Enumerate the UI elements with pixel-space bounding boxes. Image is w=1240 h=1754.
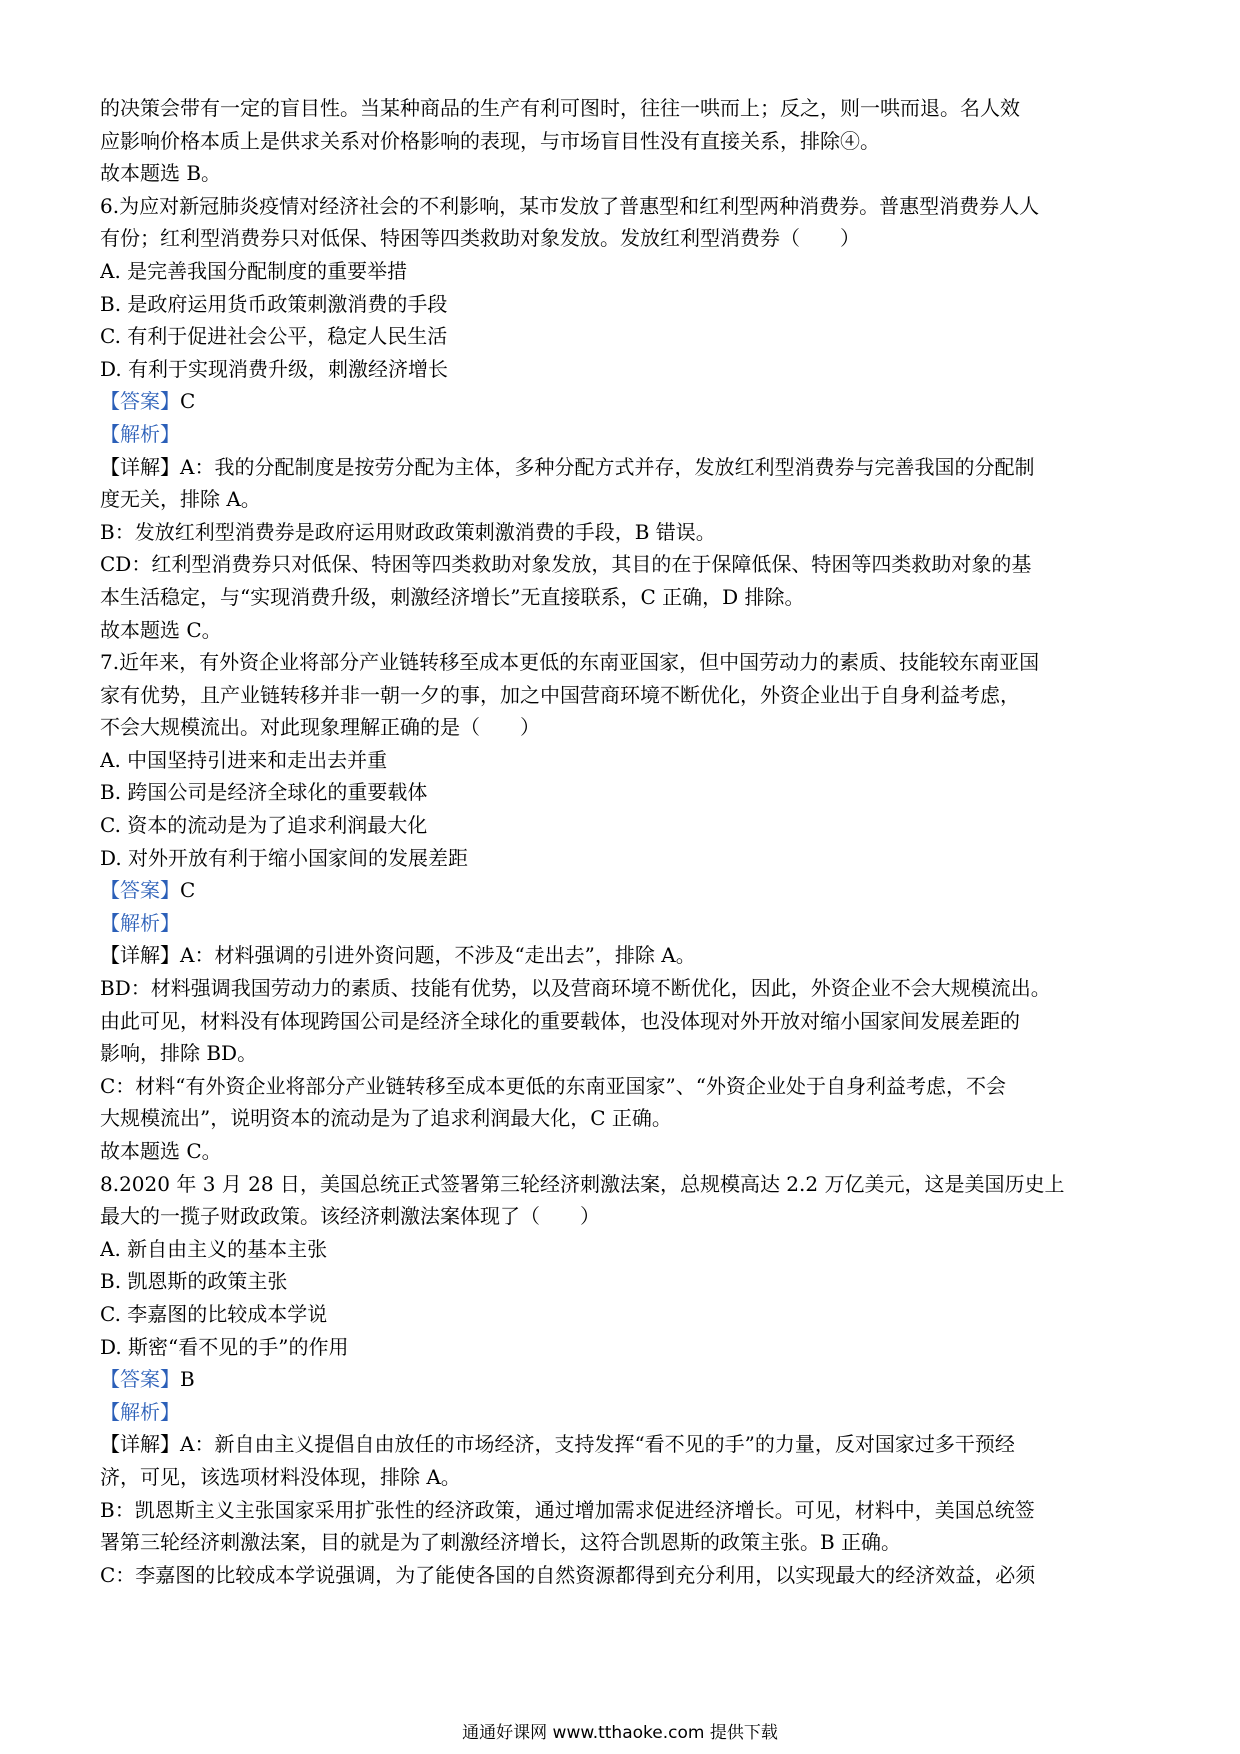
text-line: 度无关，排除 A。 [100,487,261,512]
answer-tag: 【答案】 [100,878,180,903]
detail-tag: 【详解】 [100,454,180,479]
detail-line [100,451,1140,484]
answer-value: C [180,389,196,414]
text-line: 的决策会带有一定的盲目性。当某种商品的生产有利可图时，往往一哄而上；反之，则一哄而退。名人效 [100,96,1020,120]
question-7-stem: 7.近年来，有外资企业将部分产业链转移至成本更低的东南亚国家，但中国劳动力的素质、技能较东南亚国 [100,650,1040,675]
question-7-option-b: B. 跨国公司是经济全球化的重要载体 [100,780,428,805]
analysis-tag: 【解析】 [100,910,180,935]
text-line: 影响，排除 BD。 [100,1041,258,1066]
question-6-option-d: D. 有利于实现消费升级，刺激经济增长 [100,356,449,381]
detail-line [100,1428,1140,1461]
text-line: C：材料“有外资企业将部分产业链转移至成本更低的东南亚国家”、“外资企业处于自身利益考虑，不会 [100,1073,1006,1098]
analysis-line [100,418,1140,451]
document-body [100,92,1140,1591]
question-7-option-d: D. 对外开放有利于缩小国家间的发展差距 [100,845,469,870]
text-line: B：凯恩斯主义主张国家采用扩张性的经济政策，通过增加需求促进经济增长。可见，材料中，美国总统签 [100,1497,1035,1522]
question-8-option-c: C. 李嘉图的比较成本学说 [100,1301,328,1326]
text-line: 故本题选 C。 [100,1139,222,1163]
question-6-stem: 6.为应对新冠肺炎疫情对经济社会的不利影响，某市发放了普惠型和红利型两种消费券。普惠型消费券人人 [100,193,1040,218]
text-line: C：李嘉图的比较成本学说强调，为了能使各国的自然资源都得到充分利用，以实现最大的经济效益，必须 [100,1562,1036,1587]
analysis-tag: 【解析】 [100,421,180,446]
question-6-option-a: A. 是完善我国分配制度的重要举措 [100,258,408,283]
footer-watermark: 通通好课网 www.tthaoke.com 提供下载 [462,1723,778,1743]
question-8-option-b: B. 凯恩斯的政策主张 [100,1269,288,1294]
text-line: B：发放红利型消费券是政府运用财政政策刺激消费的手段，B 错误。 [100,519,716,544]
answer-line [100,1363,1140,1396]
analysis-line [100,907,1140,940]
text-line: 本生活稳定，与“实现消费升级，刺激经济增长”无直接联系，C 正确，D 排除。 [100,584,805,609]
text-line: BD：材料强调我国劳动力的素质、技能有优势，以及营商环境不断优化，因此，外资企业不会大规模流出。 [100,976,1051,1001]
question-6-option-c: C. 有利于促进社会公平，稳定人民生活 [100,324,448,349]
question-7-option-c: C. 资本的流动是为了追求利润最大化 [100,813,428,838]
question-7-option-a: A. 中国坚持引进来和走出去并重 [100,747,388,772]
detail-tag: 【详解】 [100,943,180,968]
answer-value: B [180,1367,195,1392]
answer-line [100,385,1140,418]
analysis-tag: 【解析】 [100,1399,180,1424]
question-8-option-d: D. 斯密“看不见的手”的作用 [100,1334,349,1359]
detail-text: A：新自由主义提倡自由放任的市场经济，支持发挥“看不见的手”的力量，反对国家过多干预经 [180,1432,1015,1457]
text-line: 济，可见，该选项材料没体现，排除 A。 [100,1464,461,1489]
text-line: 故本题选 C。 [100,617,222,642]
question-6-stem: 有份；红利型消费券只对低保、特困等四类救助对象发放。发放红利型消费券（ ） [100,226,860,251]
detail-line [100,939,1140,972]
text-line: 应影响价格本质上是供求关系对价格影响的表现，与市场盲目性没有直接关系，排除④。 [100,128,880,153]
answer-tag: 【答案】 [100,1367,180,1392]
question-6-option-b: B. 是政府运用货币政策刺激消费的手段 [100,291,448,316]
answer-line [100,874,1140,907]
question-8-option-a: A. 新自由主义的基本主张 [100,1236,328,1261]
question-7-stem: 不会大规模流出。对此现象理解正确的是（ ） [100,715,540,740]
text-line: 由此可见，材料没有体现跨国公司是经济全球化的重要载体，也没体现对外开放对缩小国家间发展差距的 [100,1008,1020,1033]
text-line: 大规模流出”，说明资本的流动是为了追求利润最大化，C 正确。 [100,1106,672,1131]
answer-value: C [180,878,196,903]
text-line: 故本题选 B。 [100,161,222,186]
question-7-stem: 家有优势，且产业链转移并非一朝一夕的事，加之中国营商环境不断优化，外资企业出于自身利益考虑， [100,682,1020,707]
question-8-stem: 最大的一揽子财政政策。该经济刺激法案体现了（ ） [100,1204,600,1229]
text-line: 署第三轮经济刺激法案，目的就是为了刺激经济增长，这符合凯恩斯的政策主张。B 正确。 [100,1530,902,1555]
detail-tag: 【详解】 [100,1432,180,1457]
analysis-line [100,1396,1140,1429]
text-line: CD：红利型消费券只对低保、特困等四类救助对象发放，其目的在于保障低保、特困等四类救助对象的基 [100,552,1032,577]
detail-text: A：我的分配制度是按劳分配为主体，多种分配方式并存，发放红利型消费券与完善我国的分配制 [180,454,1035,479]
detail-text: A：材料强调的引进外资问题，不涉及“走出去”，排除 A。 [180,943,696,968]
answer-tag: 【答案】 [100,389,180,414]
question-8-stem: 8.2020 年 3 月 28 日，美国总统正式签署第三轮经济刺激法案，总规模高达 2.2 万亿美元，这是美国历史上 [100,1171,1065,1196]
